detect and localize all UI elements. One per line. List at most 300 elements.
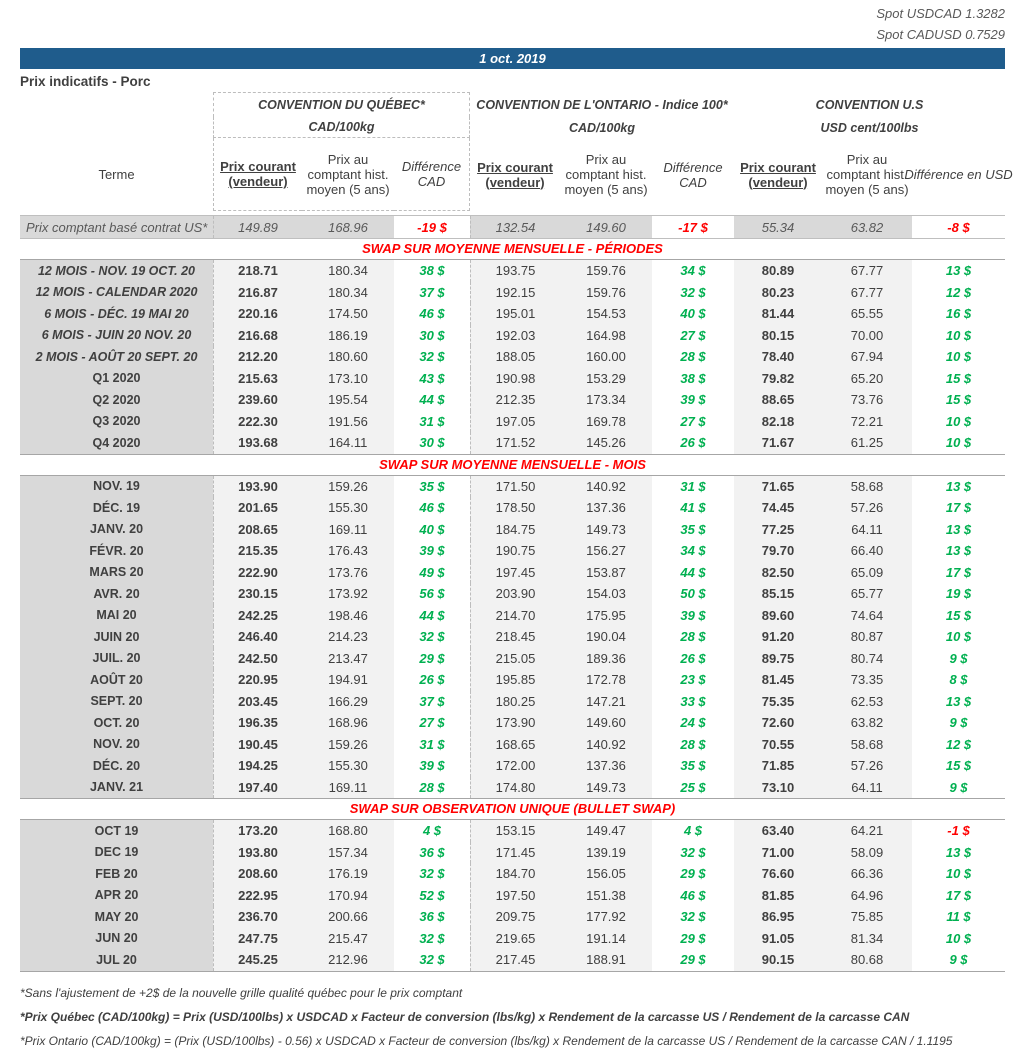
- price-cell: 155.30: [302, 755, 394, 777]
- terme-cell: MAI 20: [20, 605, 213, 627]
- difference-cell: 35 $: [680, 758, 706, 774]
- price-cell: 197.45: [470, 562, 560, 584]
- price-cell: 193.75: [470, 260, 560, 282]
- section-table-2: [20, 819, 1005, 972]
- difference-cell: 37 $: [419, 284, 445, 300]
- price-cell: 149.47: [560, 820, 652, 842]
- difference-cell: 10 $: [945, 866, 972, 882]
- price-cell: 137.36: [560, 497, 652, 519]
- terme-cell: Q3 2020: [20, 411, 213, 433]
- price-cell: 201.65: [213, 497, 302, 519]
- difference-cell: 39 $: [680, 392, 706, 408]
- difference-cell: 13 $: [945, 478, 972, 494]
- price-cell: 215.63: [213, 368, 302, 390]
- terme-cell: 2 MOIS - AOÛT 20 SEPT. 20: [20, 346, 213, 368]
- terme-cell: JANV. 20: [20, 519, 213, 541]
- price-cell: 66.40: [822, 540, 912, 562]
- difference-cell: 35 $: [419, 478, 445, 494]
- price-cell: 173.76: [302, 562, 394, 584]
- price-cell: 213.47: [302, 648, 394, 670]
- difference-cell: 15 $: [945, 392, 972, 408]
- price-cell: 71.65: [734, 476, 822, 498]
- price-cell: 65.77: [822, 583, 912, 605]
- price-cell: 212.35: [470, 389, 560, 411]
- price-cell: 159.26: [302, 734, 394, 756]
- difference-cell: 26 $: [680, 650, 706, 666]
- difference-cell: 30 $: [419, 435, 445, 451]
- terme-cell: DEC 19: [20, 842, 213, 864]
- difference-cell: 13 $: [945, 844, 972, 860]
- table-header: [20, 92, 1013, 211]
- price-cell: 184.75: [470, 519, 560, 541]
- price-cell: 149.89: [213, 216, 302, 238]
- difference-cell: 27 $: [680, 413, 706, 429]
- price-cell: 189.36: [560, 648, 652, 670]
- price-cell: 80.74: [822, 648, 912, 670]
- terme-cell: JUIN 20: [20, 626, 213, 648]
- col-header-on-difference: Différence CAD: [663, 159, 723, 190]
- price-cell: 195.01: [470, 303, 560, 325]
- difference-cell: 38 $: [680, 370, 706, 386]
- difference-cell: 13 $: [945, 543, 972, 559]
- difference-cell: 32 $: [680, 284, 706, 300]
- price-cell: 58.68: [822, 476, 912, 498]
- difference-cell: 4 $: [683, 823, 703, 839]
- difference-cell: 31 $: [680, 478, 706, 494]
- price-cell: 171.52: [470, 432, 560, 454]
- difference-cell: 32 $: [419, 349, 445, 365]
- price-cell: 71.85: [734, 755, 822, 777]
- difference-cell: 32 $: [680, 909, 706, 925]
- difference-cell: 24 $: [680, 715, 706, 731]
- price-cell: 178.50: [470, 497, 560, 519]
- swap-sections: [20, 239, 1005, 972]
- price-cell: 155.30: [302, 497, 394, 519]
- terme-cell: Q4 2020: [20, 432, 213, 454]
- price-cell: 164.98: [560, 325, 652, 347]
- difference-cell: 10 $: [945, 930, 972, 946]
- group-unit-ontario: CAD/100kg: [569, 120, 635, 135]
- price-cell: 173.90: [470, 712, 560, 734]
- price-cell: 197.50: [470, 885, 560, 907]
- price-cell: 164.11: [302, 432, 394, 454]
- price-cell: 62.53: [822, 691, 912, 713]
- price-cell: 63.82: [822, 712, 912, 734]
- price-cell: 67.77: [822, 282, 912, 304]
- price-cell: 80.89: [734, 260, 822, 282]
- price-cell: 188.05: [470, 346, 560, 368]
- price-cell: 153.15: [470, 820, 560, 842]
- terme-cell: 6 MOIS - DÉC. 19 MAI 20: [20, 303, 213, 325]
- difference-cell: 28 $: [680, 736, 706, 752]
- col-header-qc-comptant: Prix au comptant hist. moyen (5 ans): [302, 138, 394, 211]
- difference-cell: 17 $: [945, 564, 972, 580]
- price-cell: 80.87: [822, 626, 912, 648]
- group-title-us: CONVENTION U.S: [815, 97, 924, 112]
- terme-cell: OCT 19: [20, 820, 213, 842]
- difference-cell: 28 $: [680, 629, 706, 645]
- price-cell: 190.75: [470, 540, 560, 562]
- price-cell: 203.90: [470, 583, 560, 605]
- section-title-2: SWAP SUR OBSERVATION UNIQUE (BULLET SWAP): [349, 801, 676, 816]
- terme-cell: FEB 20: [20, 863, 213, 885]
- difference-cell: 31 $: [419, 736, 445, 752]
- price-cell: 239.60: [213, 389, 302, 411]
- price-cell: 139.19: [560, 842, 652, 864]
- price-cell: 193.90: [213, 476, 302, 498]
- price-cell: 173.20: [213, 820, 302, 842]
- price-cell: 140.92: [560, 734, 652, 756]
- price-cell: 180.25: [470, 691, 560, 713]
- difference-cell: 39 $: [419, 758, 445, 774]
- price-cell: 89.75: [734, 648, 822, 670]
- price-cell: 218.71: [213, 260, 302, 282]
- terme-cell: 12 MOIS - NOV. 19 OCT. 20: [20, 260, 213, 282]
- price-cell: 173.34: [560, 389, 652, 411]
- difference-cell: 17 $: [945, 500, 972, 516]
- price-cell: 79.70: [734, 540, 822, 562]
- terme-cell: DÉC. 19: [20, 497, 213, 519]
- price-cell: 79.82: [734, 368, 822, 390]
- price-cell: 77.25: [734, 519, 822, 541]
- price-cell: 194.91: [302, 669, 394, 691]
- price-cell: 78.40: [734, 346, 822, 368]
- difference-cell: 44 $: [680, 564, 706, 580]
- price-cell: 188.91: [560, 949, 652, 971]
- price-cell: 208.65: [213, 519, 302, 541]
- difference-cell: 36 $: [419, 844, 445, 860]
- price-cell: 91.20: [734, 626, 822, 648]
- terme-cell: APR 20: [20, 885, 213, 907]
- terme-cell: NOV. 19: [20, 476, 213, 498]
- spot-rates: [20, 3, 1005, 45]
- price-cell: 82.50: [734, 562, 822, 584]
- difference-cell: 9 $: [949, 650, 968, 666]
- price-cell: 242.50: [213, 648, 302, 670]
- price-cell: 180.34: [302, 260, 394, 282]
- difference-cell: 56 $: [419, 586, 445, 602]
- difference-cell: 46 $: [680, 887, 706, 903]
- terme-cell: Q2 2020: [20, 389, 213, 411]
- price-cell: 245.25: [213, 949, 302, 971]
- terme-cell: NOV. 20: [20, 734, 213, 756]
- difference-cell: 19 $: [945, 586, 972, 602]
- terme-cell: 6 MOIS - JUIN 20 NOV. 20: [20, 325, 213, 347]
- col-header-us-difference: Différence en USD: [904, 167, 1013, 182]
- price-cell: 86.95: [734, 906, 822, 928]
- price-cell: 70.55: [734, 734, 822, 756]
- difference-cell: 32 $: [419, 629, 445, 645]
- price-cell: 73.10: [734, 777, 822, 799]
- difference-cell: 9 $: [949, 779, 968, 795]
- difference-cell: 32 $: [419, 930, 445, 946]
- terme-cell: JUL 20: [20, 949, 213, 971]
- price-cell: 169.11: [302, 777, 394, 799]
- price-cell: 212.20: [213, 346, 302, 368]
- footnote-prix-quebec-formula: *Prix Québec (CAD/100kg) = Prix (USD/100lbs) x USDCAD x Facteur de conversion (lbs/kg) x Rendement de la carcasse US / Rendement de la carcasse CAN: [20, 1009, 910, 1024]
- price-cell: 194.25: [213, 755, 302, 777]
- price-cell: 72.21: [822, 411, 912, 433]
- spot-cadusd: Spot CADUSD 0.7529: [876, 27, 1005, 42]
- price-cell: 174.80: [470, 777, 560, 799]
- price-cell: 219.65: [470, 928, 560, 950]
- price-cell: 200.66: [302, 906, 394, 928]
- price-cell: 168.80: [302, 820, 394, 842]
- price-cell: 57.26: [822, 497, 912, 519]
- price-cell: 57.26: [822, 755, 912, 777]
- price-cell: 75.85: [822, 906, 912, 928]
- price-cell: 168.96: [302, 216, 394, 238]
- price-cell: 63.40: [734, 820, 822, 842]
- col-header-us-prix-courant: Prix courant (vendeur): [740, 159, 816, 190]
- price-cell: 190.98: [470, 368, 560, 390]
- price-cell: 64.11: [822, 519, 912, 541]
- difference-cell: 13 $: [945, 263, 972, 279]
- difference-cell: 27 $: [680, 327, 706, 343]
- difference-cell: 29 $: [419, 650, 445, 666]
- price-cell: 173.92: [302, 583, 394, 605]
- price-cell: 192.15: [470, 282, 560, 304]
- footnote-prix-ontario-formula: *Prix Ontario (CAD/100kg) = (Prix (USD/100lbs) - 0.56) x USDCAD x Facteur de conversion (lbs/kg) x Rendement de la carcasse US / Rendement de la carcasse CAN / 1.1195: [20, 1033, 953, 1048]
- difference-cell: -19 $: [417, 219, 447, 235]
- price-cell: 81.34: [822, 928, 912, 950]
- price-cell: 186.19: [302, 325, 394, 347]
- price-cell: 215.35: [213, 540, 302, 562]
- difference-cell: 40 $: [419, 521, 445, 537]
- price-cell: 85.15: [734, 583, 822, 605]
- difference-cell: 23 $: [680, 672, 706, 688]
- difference-cell: 44 $: [419, 392, 445, 408]
- difference-cell: 13 $: [945, 521, 972, 537]
- price-cell: 222.95: [213, 885, 302, 907]
- price-cell: 74.64: [822, 605, 912, 627]
- price-cell: 169.11: [302, 519, 394, 541]
- spot-usdcad: Spot USDCAD 1.3282: [876, 6, 1005, 21]
- terme-cell: Q1 2020: [20, 368, 213, 390]
- price-cell: 61.25: [822, 432, 912, 454]
- price-cell: 168.65: [470, 734, 560, 756]
- price-cell: 209.75: [470, 906, 560, 928]
- price-cell: 222.30: [213, 411, 302, 433]
- price-cell: 166.29: [302, 691, 394, 713]
- price-cell: 147.21: [560, 691, 652, 713]
- difference-cell: 44 $: [419, 607, 445, 623]
- terme-cell: DÉC. 20: [20, 755, 213, 777]
- price-cell: 180.60: [302, 346, 394, 368]
- difference-cell: 10 $: [945, 413, 972, 429]
- price-cell: 65.09: [822, 562, 912, 584]
- price-cell: 168.96: [302, 712, 394, 734]
- footnote-grille-qualite: *Sans l'ajustement de +2$ de la nouvelle grille qualité québec pour le prix comptant: [20, 985, 463, 1000]
- price-cell: 195.54: [302, 389, 394, 411]
- price-cell: 171.50: [470, 476, 560, 498]
- price-cell: 154.53: [560, 303, 652, 325]
- difference-cell: -17 $: [678, 219, 708, 235]
- section-table-1: [20, 475, 1005, 800]
- difference-cell: 15 $: [945, 370, 972, 386]
- difference-cell: 29 $: [680, 952, 706, 968]
- price-cell: 145.26: [560, 432, 652, 454]
- price-cell: 218.45: [470, 626, 560, 648]
- difference-cell: 26 $: [419, 672, 445, 688]
- price-cell: 191.56: [302, 411, 394, 433]
- price-cell: 170.94: [302, 885, 394, 907]
- price-cell: 176.19: [302, 863, 394, 885]
- terme-cell: JANV. 21: [20, 777, 213, 799]
- col-header-qc-prix-courant: Prix courant (vendeur): [213, 138, 302, 211]
- price-cell: 64.21: [822, 820, 912, 842]
- col-header-on-comptant: Prix au comptant hist. moyen (5 ans): [564, 152, 648, 197]
- difference-cell: 43 $: [419, 370, 445, 386]
- price-cell: 193.68: [213, 432, 302, 454]
- price-cell: 157.34: [302, 842, 394, 864]
- difference-cell: 28 $: [419, 779, 445, 795]
- terme-cell: SEPT. 20: [20, 691, 213, 713]
- difference-cell: 49 $: [419, 564, 445, 580]
- price-cell: 176.43: [302, 540, 394, 562]
- price-cell: 247.75: [213, 928, 302, 950]
- price-cell: 169.78: [560, 411, 652, 433]
- price-cell: 216.68: [213, 325, 302, 347]
- terme-cell: AVR. 20: [20, 583, 213, 605]
- price-cell: 66.36: [822, 863, 912, 885]
- price-cell: 156.27: [560, 540, 652, 562]
- page-title: Prix indicatifs - Porc: [20, 74, 151, 89]
- terme-cell: MAY 20: [20, 906, 213, 928]
- price-cell: 149.73: [560, 777, 652, 799]
- difference-cell: 35 $: [680, 521, 706, 537]
- price-cell: 58.09: [822, 842, 912, 864]
- difference-cell: 38 $: [419, 263, 445, 279]
- difference-cell: 34 $: [680, 543, 706, 559]
- price-cell: 70.00: [822, 325, 912, 347]
- price-cell: 215.47: [302, 928, 394, 950]
- difference-cell: 41 $: [680, 500, 706, 516]
- price-cell: 82.18: [734, 411, 822, 433]
- col-header-on-prix-courant: Prix courant (vendeur): [477, 159, 553, 190]
- terme-cell: JUIL. 20: [20, 648, 213, 670]
- spot-price-row: [20, 215, 1005, 239]
- price-cell: 71.67: [734, 432, 822, 454]
- difference-cell: 29 $: [680, 930, 706, 946]
- price-cell: 171.45: [470, 842, 560, 864]
- difference-cell: 31 $: [419, 413, 445, 429]
- price-cell: 173.10: [302, 368, 394, 390]
- difference-cell: 46 $: [419, 500, 445, 516]
- price-cell: 75.35: [734, 691, 822, 713]
- price-cell: 159.76: [560, 282, 652, 304]
- price-cell: 72.60: [734, 712, 822, 734]
- difference-cell: 13 $: [945, 693, 972, 709]
- difference-cell: 12 $: [945, 284, 972, 300]
- footnotes: [20, 981, 1005, 1053]
- price-cell: 153.87: [560, 562, 652, 584]
- price-cell: 140.92: [560, 476, 652, 498]
- price-cell: 242.25: [213, 605, 302, 627]
- price-cell: 137.36: [560, 755, 652, 777]
- difference-cell: 8 $: [949, 672, 968, 688]
- price-cell: 88.65: [734, 389, 822, 411]
- price-cell: 65.20: [822, 368, 912, 390]
- section-title-1: SWAP SUR MOYENNE MENSUELLE - MOIS: [379, 456, 646, 472]
- difference-cell: 25 $: [680, 779, 706, 795]
- difference-cell: 37 $: [419, 693, 445, 709]
- price-cell: 67.77: [822, 260, 912, 282]
- price-cell: 153.29: [560, 368, 652, 390]
- price-cell: 80.15: [734, 325, 822, 347]
- price-cell: 63.82: [822, 216, 912, 238]
- price-cell: 217.45: [470, 949, 560, 971]
- price-cell: 203.45: [213, 691, 302, 713]
- difference-cell: 39 $: [419, 543, 445, 559]
- terme-cell: FÉVR. 20: [20, 540, 213, 562]
- price-cell: 196.35: [213, 712, 302, 734]
- difference-cell: 10 $: [945, 327, 972, 343]
- price-cell: 212.96: [302, 949, 394, 971]
- difference-cell: 10 $: [945, 349, 972, 365]
- price-cell: 184.70: [470, 863, 560, 885]
- price-cell: 149.60: [560, 712, 652, 734]
- price-cell: 215.05: [470, 648, 560, 670]
- price-cell: 208.60: [213, 863, 302, 885]
- terme-cell: 12 MOIS - CALENDAR 2020: [20, 282, 213, 304]
- difference-cell: 15 $: [945, 607, 972, 623]
- difference-cell: 9 $: [949, 952, 968, 968]
- price-cell: 71.00: [734, 842, 822, 864]
- price-cell: 159.76: [560, 260, 652, 282]
- price-cell: 81.85: [734, 885, 822, 907]
- price-cell: 172.00: [470, 755, 560, 777]
- difference-cell: 52 $: [419, 887, 445, 903]
- price-cell: 91.05: [734, 928, 822, 950]
- price-cell: 198.46: [302, 605, 394, 627]
- difference-cell: 28 $: [680, 349, 706, 365]
- price-cell: 73.76: [822, 389, 912, 411]
- difference-cell: 46 $: [419, 306, 445, 322]
- group-title-quebec: CONVENTION DU QUÉBEC*: [213, 92, 470, 117]
- price-cell: 74.45: [734, 497, 822, 519]
- difference-cell: 29 $: [680, 866, 706, 882]
- terme-cell: Prix comptant basé contrat US*: [20, 216, 213, 238]
- price-cell: 172.78: [560, 669, 652, 691]
- section-table-0: [20, 259, 1005, 455]
- terme-cell: MARS 20: [20, 562, 213, 584]
- price-cell: 177.92: [560, 906, 652, 928]
- price-cell: 76.60: [734, 863, 822, 885]
- price-cell: 197.05: [470, 411, 560, 433]
- difference-cell: 50 $: [680, 586, 706, 602]
- price-cell: 192.03: [470, 325, 560, 347]
- price-cell: 160.00: [560, 346, 652, 368]
- section-title-0: SWAP SUR MOYENNE MENSUELLE - PÉRIODES: [362, 241, 663, 256]
- difference-cell: 39 $: [680, 607, 706, 623]
- price-cell: 230.15: [213, 583, 302, 605]
- difference-cell: 4 $: [422, 823, 442, 839]
- price-cell: 216.87: [213, 282, 302, 304]
- terme-column-header: Terme: [98, 167, 135, 182]
- price-cell: 89.60: [734, 605, 822, 627]
- price-cell: 193.80: [213, 842, 302, 864]
- price-cell: 156.05: [560, 863, 652, 885]
- difference-cell: 17 $: [945, 887, 972, 903]
- price-cell: 197.40: [213, 777, 302, 799]
- price-cell: 222.90: [213, 562, 302, 584]
- price-cell: 190.45: [213, 734, 302, 756]
- difference-cell: -8 $: [947, 219, 970, 235]
- terme-cell: JUN 20: [20, 928, 213, 950]
- price-cell: 159.26: [302, 476, 394, 498]
- price-cell: 73.35: [822, 669, 912, 691]
